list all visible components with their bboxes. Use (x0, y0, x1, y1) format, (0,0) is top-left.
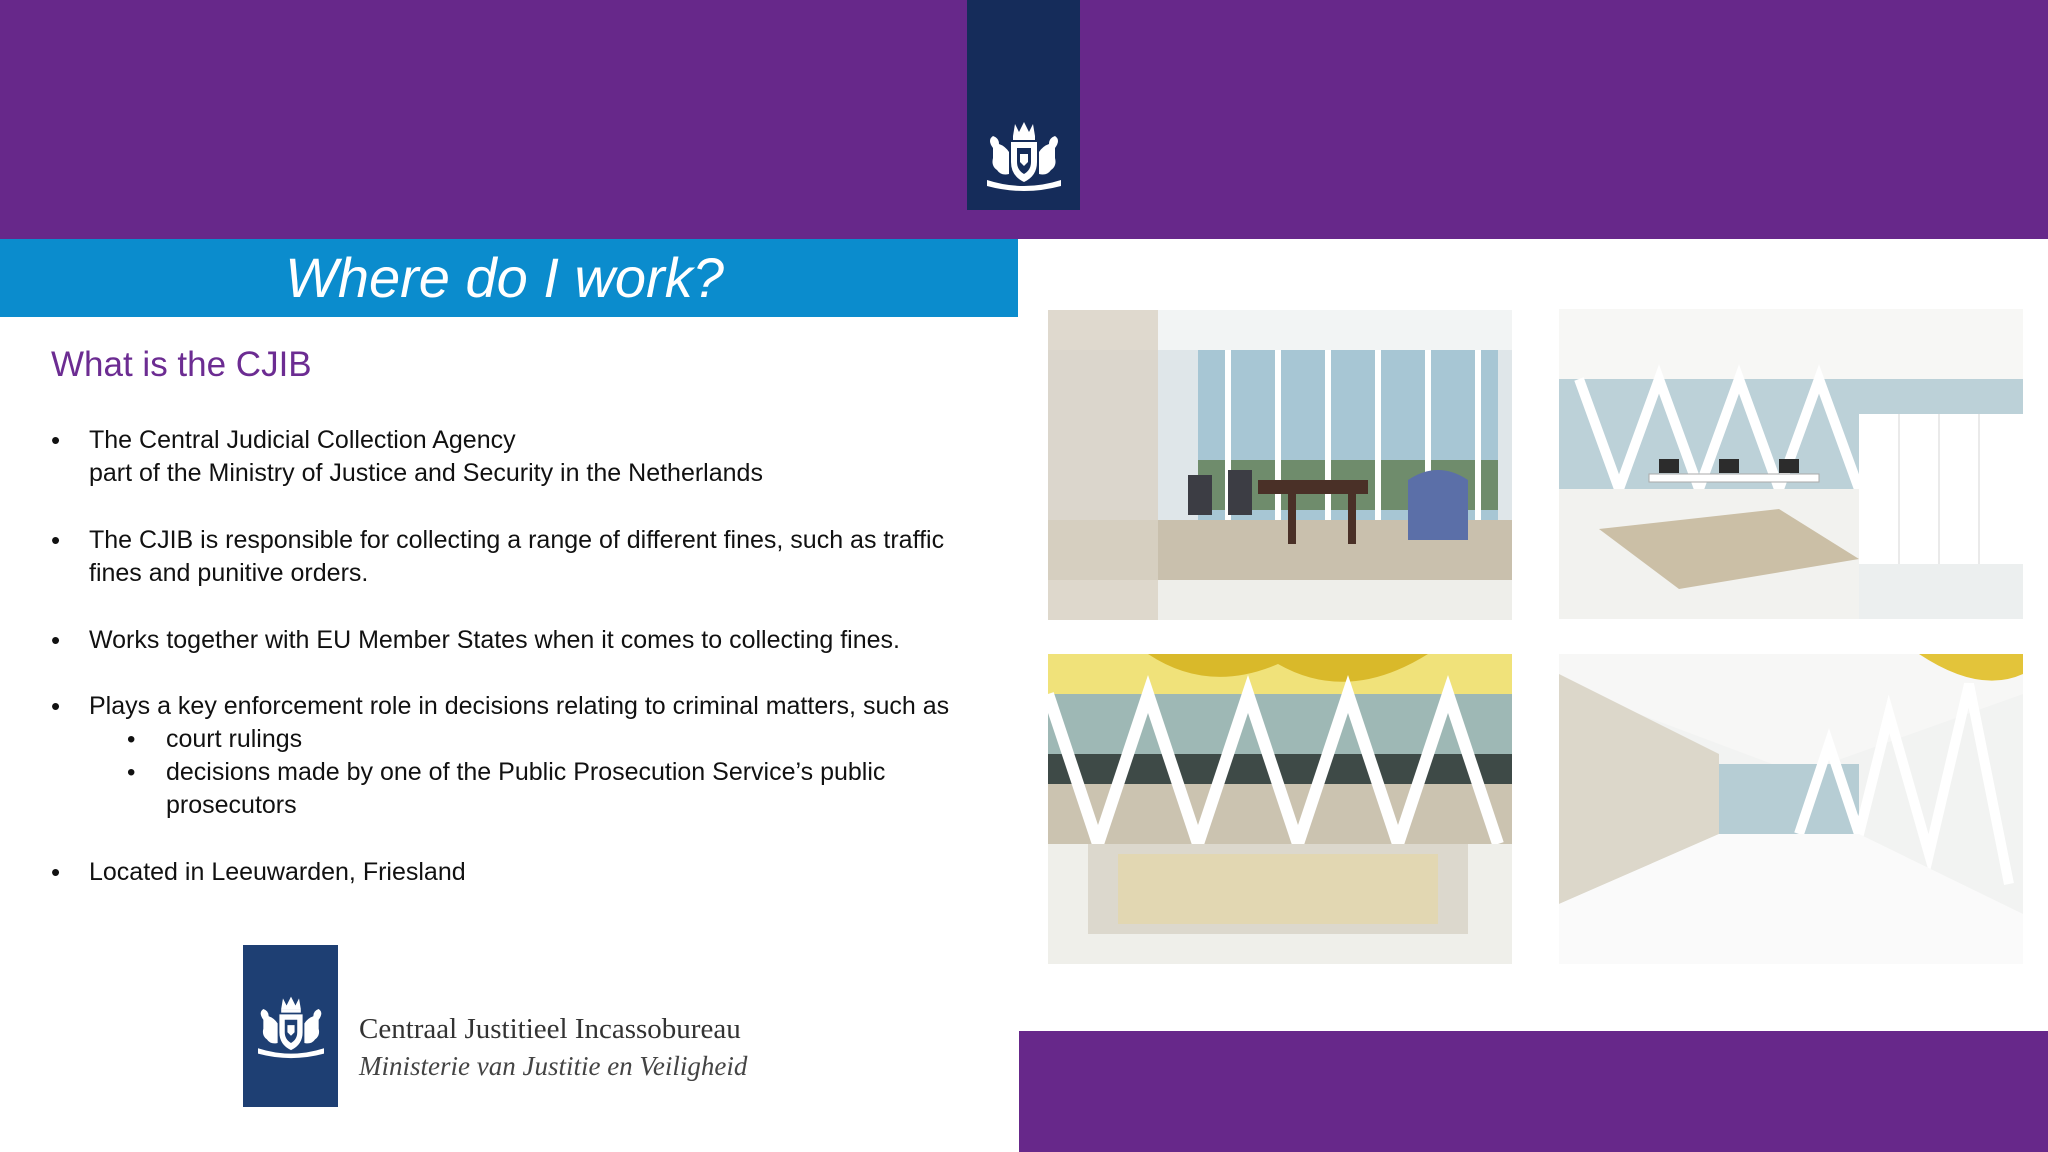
bullet-text: part of the Ministry of Justice and Security in the Netherlands (89, 459, 763, 487)
bullet-text: The CJIB is responsible for collecting a range of different fines, such as traffic (89, 526, 945, 554)
rijksoverheid-logo-tab (967, 0, 1080, 210)
bullet-marker: • (51, 625, 61, 655)
bullet-text: Located in Leeuwarden, Friesland (89, 858, 466, 886)
bullet-text: Plays a key enforcement role in decisions relating to criminal matters, such as (89, 692, 950, 720)
corridor-photo (1559, 654, 2023, 964)
bullet-marker: • (51, 525, 61, 555)
office-desks-photo (1559, 309, 2023, 619)
bullet-text: fines and punitive orders. (89, 559, 369, 587)
sub-bullet-marker: • (127, 726, 136, 753)
sub-bullet-text: court rulings (166, 725, 303, 753)
bullet-text: The Central Judicial Collection Agency (89, 426, 516, 454)
cjib-logo-ministry: Ministerie van Justitie en Veiligheid (359, 1051, 748, 1081)
bullet-marker: • (51, 691, 61, 721)
title-bar (0, 239, 1018, 317)
cjib-logo-name: Centraal Justitieel Incassobureau (359, 1013, 741, 1045)
royal-crest-icon (251, 993, 331, 1059)
bullet-text: Works together with EU Member States when it comes to collecting fines. (89, 626, 900, 654)
bullet-marker: • (51, 857, 61, 887)
office-lounge-photo (1048, 310, 1512, 620)
slide-subtitle: What is the CJIB (51, 345, 312, 384)
sub-bullet-text: prosecutors (166, 791, 297, 819)
bullet-marker: • (51, 425, 61, 455)
cjib-logo-emblem (243, 945, 338, 1107)
bottom-purple-band (1019, 1031, 2048, 1152)
sub-bullet-marker: • (127, 759, 136, 786)
royal-crest-icon (981, 118, 1067, 192)
atrium-photo (1048, 654, 1512, 964)
sub-bullet-text: decisions made by one of the Public Prosecution Service’s public (166, 758, 886, 786)
slide-title: Where do I work? (285, 246, 724, 309)
